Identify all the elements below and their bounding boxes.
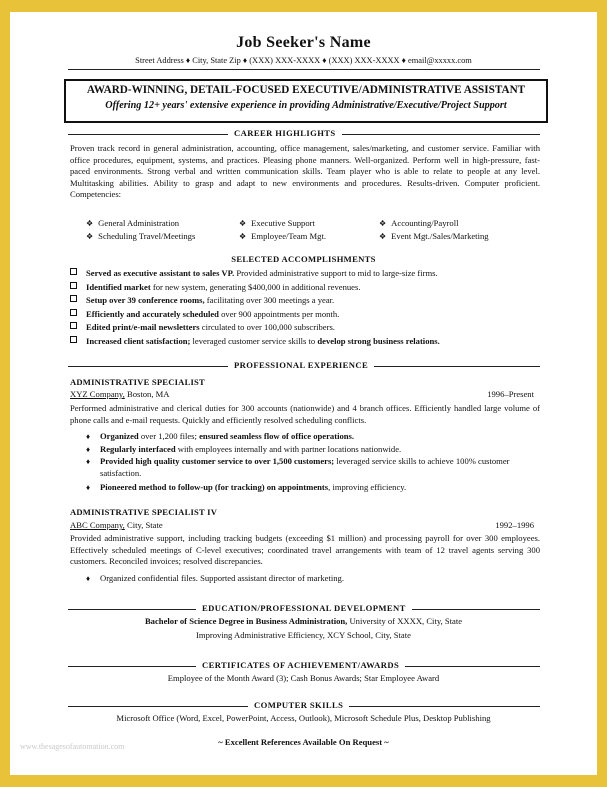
section-title-computer: COMPUTER SKILLS (248, 700, 349, 710)
job-bullet: ♦ Organized over 1,200 files; ensured seamless flow of office operations. (86, 431, 355, 441)
job-bullet: ♦ Provided high quality customer service to over 1,500 customers; leveraged service skills to achieve 100% customer satisfaction. (86, 456, 510, 478)
accomplishment-item: Efficiently and accurately scheduled over 900 appointments per month. (70, 309, 339, 319)
skill-item: ❖ General Administration (86, 218, 180, 228)
section-title-experience: PROFESSIONAL EXPERIENCE (228, 360, 374, 370)
diamond-bullet-icon: ♦ (86, 483, 91, 492)
square-bullet-icon (70, 322, 77, 329)
skill-item: ❖ Employee/Team Mgt. (239, 231, 326, 241)
section-title-accomplishments: SELECTED ACCOMPLISHMENTS (231, 254, 376, 264)
accomplishment-item: Served as executive assistant to sales VP. Provided administrative support to mid to large-size firms. (70, 268, 438, 278)
job-dates: 1992–1996 (495, 520, 534, 530)
accomplishment-item: Setup over 39 conference rooms, facilitating over 300 meetings a year. (70, 295, 334, 305)
diamond-bullet-icon: ♦ (86, 445, 91, 454)
diamond-bullet-icon: ❖ (86, 219, 94, 228)
job-company: ABC Company, City, State (70, 520, 163, 530)
accomplishment-item: Identified market for new system, generating $400,000 in additional revenues. (70, 282, 360, 292)
job-company: XYZ Company, Boston, MA (70, 389, 170, 399)
square-bullet-icon (70, 295, 77, 302)
headline-subtitle: Offering 12+ years' extensive experience in providing Administrative/Executive/Project Support (105, 100, 507, 111)
diamond-bullet-icon: ♦ (86, 574, 91, 583)
diamond-bullet-icon: ♦ (86, 432, 91, 441)
computer-skills-list: Microsoft Office (Word, Excel, PowerPoint, Access, Outlook), Microsoft Schedule Plus, Desktop Publishing (116, 713, 491, 723)
square-bullet-icon (70, 268, 77, 275)
accomplishment-item: Edited print/e-mail newsletters circulated to over 100,000 subscribers. (70, 322, 335, 332)
watermark: www.thesagesofautomation.com (20, 742, 125, 751)
diamond-bullet-icon: ❖ (379, 232, 387, 241)
job-title: ADMINISTRATIVE SPECIALIST (70, 377, 205, 387)
career-summary: Proven track record in general administration, accounting, office management, sales/marketing, and customer service. Familiar with office procedures, equipment, systems, and practices. Pleasing phone manners. Well-organized. Perform well in high-pressure, fast-paced environments. Strong verbal and written communication skills. Team player who is able to relate to people at any level. Multitasking abilities. Ability to grasp and adapt to new environments and procedures. Results-driven. Computer proficient. Competencies: (70, 143, 540, 199)
job-bullet: ♦ Pioneered method to follow-up (for tracking) on appointments, improving efficiency. (86, 482, 407, 492)
job-summary: Performed administrative and clerical duties for 300 accounts (nationwide) and 4 branch offices. Efficiently handled large volume of phone calls and e-mail requests. Quickly and efficiently resolved scheduling conflicts. (70, 403, 540, 425)
skill-item: ❖ Scheduling Travel/Meetings (86, 231, 196, 241)
references-note: ~ Excellent References Available On Request ~ (218, 737, 389, 747)
skill-item: ❖ Event Mgt./Sales/Marketing (379, 231, 489, 241)
square-bullet-icon (70, 309, 77, 316)
section-title-certificates: CERTIFICATES OF ACHIEVEMENT/AWARDS (196, 660, 405, 670)
square-bullet-icon (70, 336, 77, 343)
skill-item: ❖ Executive Support (239, 218, 315, 228)
section-title-career: CAREER HIGHLIGHTS (228, 128, 342, 138)
resume-page (10, 12, 597, 775)
job-summary: Provided administrative support, including tracking budgets (exceeding $1 million) and processing payroll for over 300 employees. Effectively scheduled meetings of C-level executives; coordinated travel arrangements with team of 12 travel agents serving 300 customers. Reconciled invoices; resolved discrepancies. (70, 533, 540, 566)
diamond-bullet-icon: ❖ (379, 219, 387, 228)
accomplishment-item: Increased client satisfaction; leveraged customer service skills to develop strong business relations. (70, 336, 440, 346)
job-title: ADMINISTRATIVE SPECIALIST IV (70, 507, 218, 517)
certificates-list: Employee of the Month Award (3); Cash Bonus Awards; Star Employee Award (167, 673, 440, 683)
job-dates: 1996–Present (487, 389, 534, 399)
job-bullet: ♦ Regularly interfaced with employees internally and with partner locations nationwide. (86, 444, 402, 454)
candidate-name: Job Seeker's Name (236, 34, 371, 51)
education-degree: Bachelor of Science Degree in Business Administration, University of XXXX, City, State (144, 616, 463, 626)
education-course: Improving Administrative Efficiency, XCY School, City, State (196, 630, 411, 640)
diamond-bullet-icon: ♦ (86, 457, 91, 466)
headline-title: AWARD-WINNING, DETAIL-FOCUSED EXECUTIVE/ADMINISTRATIVE ASSISTANT (86, 84, 526, 96)
skill-item: ❖ Accounting/Payroll (379, 218, 459, 228)
job-bullet: ♦ Organized confidential files. Supported assistant director of marketing. (86, 573, 344, 583)
header-rule (68, 69, 540, 70)
section-title-education: EDUCATION/PROFESSIONAL DEVELOPMENT (196, 603, 412, 613)
diamond-bullet-icon: ❖ (239, 232, 247, 241)
diamond-bullet-icon: ❖ (239, 219, 247, 228)
square-bullet-icon (70, 282, 77, 289)
diamond-bullet-icon: ❖ (86, 232, 94, 241)
contact-line: Street Address ♦ City, State Zip ♦ (XXX) XXX-XXXX ♦ (XXX) XXX-XXXX ♦ email@xxxxx.com (135, 56, 472, 65)
headline-banner (64, 79, 548, 123)
